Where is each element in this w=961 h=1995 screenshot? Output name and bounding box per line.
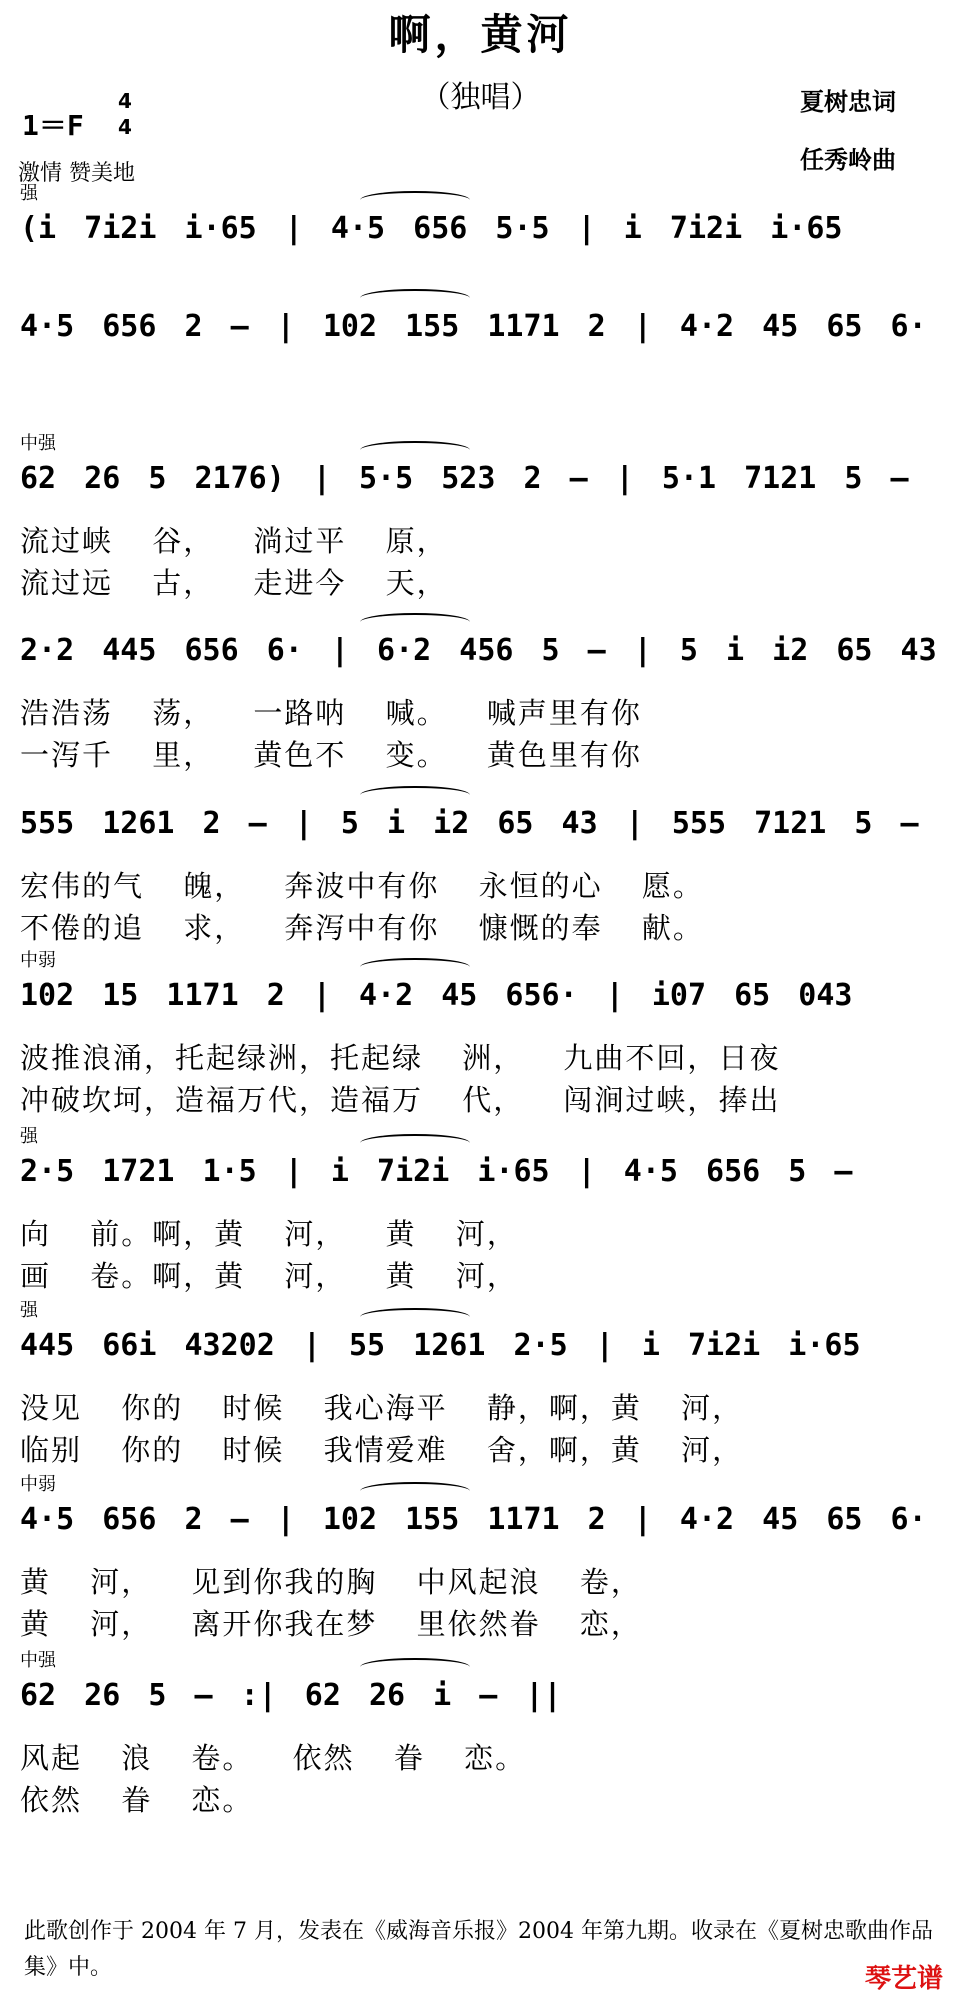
lyric-line: 波推浪涌，托起绿洲，托起绿 洲， 九曲不回，日夜 xyxy=(20,1041,781,1075)
lyric-line: 浩浩荡 荡， 一路呐 喊。 喊声里有你 xyxy=(20,696,642,730)
song-title: 啊，黄河 xyxy=(388,10,573,59)
lyric-line: 临别 你的 时候 我情爱难 舍，啊，黄 河， xyxy=(20,1433,744,1467)
score-system xyxy=(20,303,945,453)
lyric-line: 向 前。啊，黄 河， 黄 河， xyxy=(20,1217,518,1251)
lyric-line: 黄 河， 见到你我的胸 中风起浪 卷， xyxy=(20,1565,642,1599)
dynamic-marking: 强 xyxy=(20,183,38,204)
notation-line: 445 66i 43202 | 55 1261 2·5 | i 7i2i i·65 xyxy=(20,1327,861,1363)
footer-note: 此歌创作于 2004 年 7 月，发表在《威海音乐报》2004 年第九期。收录在《夏树忠歌曲作品集》中。 xyxy=(24,1919,933,1980)
notation-line: (i 7i2i i·65 | 4·5 656 5·5 | i 7i2i i·65 xyxy=(20,210,843,246)
score-system xyxy=(20,1650,945,1822)
lyric-line: 流过远 古， 走进今 天， xyxy=(20,566,448,600)
lyric-line: 一泻千 里， 黄色不 变。 黄色里有你 xyxy=(20,738,642,772)
site-logo: 琴艺谱 xyxy=(864,1964,943,1994)
dynamic-marking: 强 xyxy=(20,1300,38,1321)
notation-line: 2·5 1721 1·5 | i 7i2i i·65 | 4·5 656 5 – xyxy=(20,1153,853,1189)
dynamic-marking: 强 xyxy=(20,1126,38,1147)
score-system xyxy=(20,1126,945,1298)
song-subtitle: （独唱） xyxy=(420,80,541,115)
lyric-line: 流过峡 谷， 淌过平 原， xyxy=(20,524,448,558)
score-system xyxy=(20,800,945,950)
tempo-marking: 激情 赞美地 xyxy=(18,161,135,186)
score-system xyxy=(20,627,945,777)
composer-credit: 任秀岭曲 xyxy=(800,146,896,174)
score-system xyxy=(20,950,945,1122)
notation-line: 62 26 5 – :| 62 26 i – || xyxy=(20,1677,562,1713)
lyric-line: 黄 河， 离开你我在梦 里依然眷 恋， xyxy=(20,1607,642,1641)
lyric-line: 宏伟的气 魄， 奔波中有你 永恒的心 愿。 xyxy=(20,869,704,903)
lyricist-credit: 夏树忠词 xyxy=(800,88,896,116)
dynamic-marking: 中弱 xyxy=(20,1474,56,1495)
notation-line: 555 1261 2 – | 5 i i2 65 43 | 555 7121 5 – xyxy=(20,805,919,841)
time-signature xyxy=(118,88,132,140)
notation-line: 102 15 1171 2 | 4·2 45 656· | i07 65 043 xyxy=(20,977,853,1013)
key-signature: 1＝F xyxy=(22,109,84,142)
time-signature-bottom: 4 xyxy=(118,115,132,139)
lyric-line: 依然 眷 恋。 xyxy=(20,1783,254,1817)
dynamic-marking: 中弱 xyxy=(20,950,56,971)
dynamic-marking: 中强 xyxy=(20,1650,56,1671)
lyric-line: 不倦的追 求， 奔泻中有你 慷慨的奉 献。 xyxy=(20,911,704,945)
score-system xyxy=(20,1300,945,1472)
notation-line: 4·5 656 2 – | 102 155 1171 2 | 4·2 45 65 6· xyxy=(20,308,927,344)
score-system xyxy=(20,433,945,605)
time-signature-top: 4 xyxy=(118,89,132,113)
notation-line: 2·2 445 656 6· | 6·2 456 5 – | 5 i i2 65 43 xyxy=(20,632,937,668)
lyric-line: 画 卷。啊，黄 河， 黄 河， xyxy=(20,1259,518,1293)
dynamic-marking: 中强 xyxy=(20,433,56,454)
lyric-line: 风起 浪 卷。 依然 眷 恋。 xyxy=(20,1741,527,1775)
score-system xyxy=(20,1474,945,1646)
lyric-line: 没见 你的 时候 我心海平 静，啊，黄 河， xyxy=(20,1391,744,1425)
lyric-line: 冲破坎坷，造福万代，造福万 代， 闯涧过峡，捧出 xyxy=(20,1083,781,1117)
notation-line: 62 26 5 2176) | 5·5 523 2 – | 5·1 7121 5 – xyxy=(20,460,909,496)
notation-line: 4·5 656 2 – | 102 155 1171 2 | 4·2 45 65 6· xyxy=(20,1501,927,1537)
